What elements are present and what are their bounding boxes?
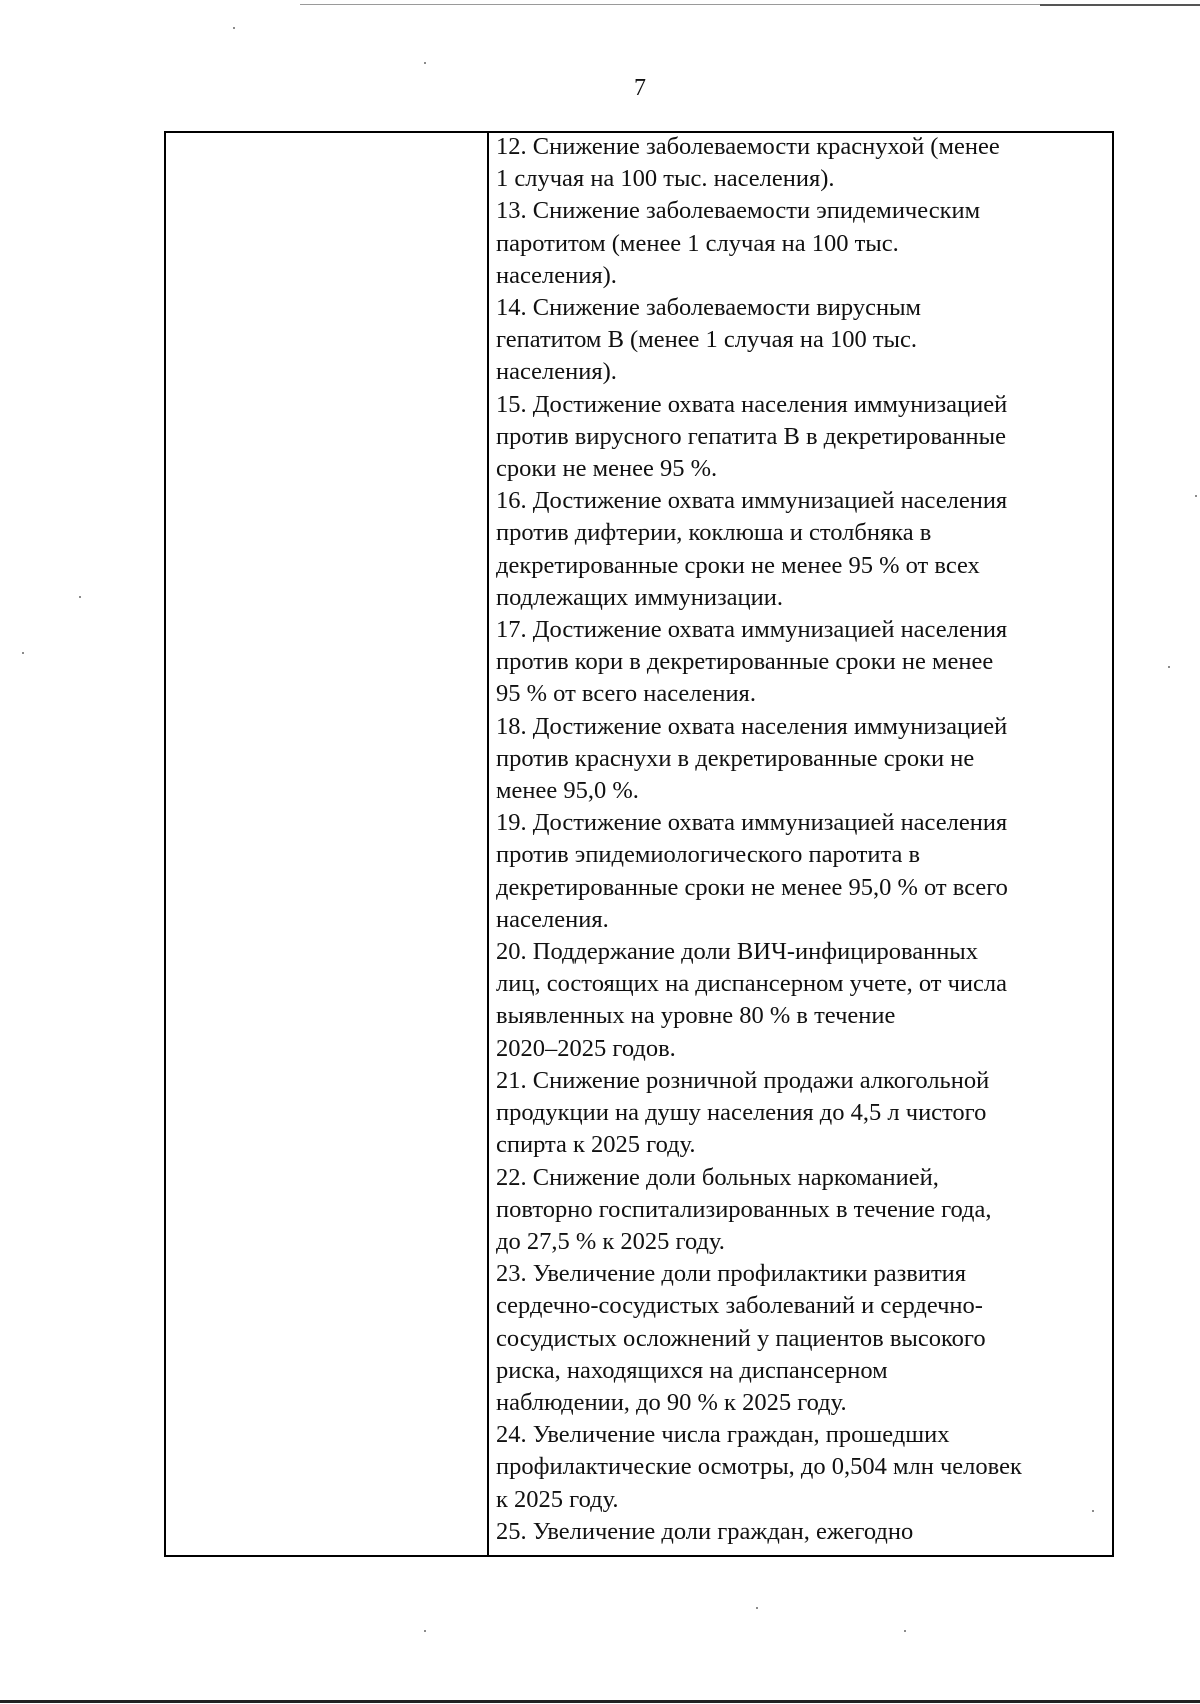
scan-speck <box>424 62 426 64</box>
text-line: 14. Снижение заболеваемости вирусным <box>496 294 922 322</box>
scan-speck <box>1195 495 1197 497</box>
text-line: 18. Достижение охвата населения иммунизацией <box>496 712 1008 740</box>
text-line: против дифтерии, коклюша и столбняка в <box>496 519 932 547</box>
text-line: 25. Увеличение доли граждан, ежегодно <box>496 1517 914 1545</box>
scan-speck <box>79 596 81 598</box>
text-line: повторно госпитализированных в течение года, <box>496 1195 992 1223</box>
text-line: менее 95,0 %. <box>496 777 639 805</box>
text-line: 13. Снижение заболеваемости эпидемическим <box>496 197 981 225</box>
text-line: декретированные сроки не менее 95 % от всех <box>496 551 980 579</box>
scan-speck <box>424 1630 426 1632</box>
text-line: 2020–2025 годов. <box>496 1034 676 1062</box>
text-line: 16. Достижение охвата иммунизацией населения <box>496 487 1008 515</box>
scan-speck <box>233 27 235 29</box>
table-right-cell <box>496 131 1108 1555</box>
scan-speck <box>904 1630 906 1632</box>
text-line: лиц, состоящих на диспансерном учете, от числа <box>496 970 1008 998</box>
text-line: 20. Поддержание доли ВИЧ-инфицированных <box>496 938 979 966</box>
table-column-divider <box>487 131 489 1557</box>
scan-edge-bottom <box>0 1700 1200 1703</box>
text-line: сроки не менее 95 %. <box>496 455 718 483</box>
table-left-cell <box>166 133 486 1555</box>
text-line: подлежащих иммунизации. <box>496 583 783 611</box>
text-line: населения). <box>496 261 617 289</box>
scan-edge-top-dark <box>1040 4 1200 6</box>
text-line: гепатитом В (менее 1 случая на 100 тыс. <box>496 326 918 354</box>
text-line: риска, находящихся на диспансерном <box>496 1356 888 1384</box>
text-line: 23. Увеличение доли профилактики развития <box>496 1260 967 1288</box>
text-line: населения. <box>496 905 609 933</box>
text-line: профилактические осмотры, до 0,504 млн человек <box>496 1453 1022 1481</box>
text-line: против кори в декретированные сроки не менее <box>496 648 994 676</box>
text-line: 22. Снижение доли больных наркоманией, <box>496 1163 939 1191</box>
text-line: паротитом (менее 1 случая на 100 тыс. <box>496 229 899 257</box>
text-line: против эпидемиологического паротита в <box>496 841 921 869</box>
text-line: к 2025 году. <box>496 1485 619 1513</box>
text-line: 21. Снижение розничной продажи алкогольной <box>496 1066 990 1094</box>
text-line: декретированные сроки не менее 95,0 % от всего <box>496 873 1008 901</box>
scan-speck <box>22 652 24 654</box>
text-line: населения). <box>496 358 617 386</box>
text-line: до 27,5 % к 2025 году. <box>496 1227 725 1255</box>
text-line: 95 % от всего населения. <box>496 680 756 708</box>
page-number: 7 <box>634 75 646 101</box>
text-line: 17. Достижение охвата иммунизацией населения <box>496 616 1008 644</box>
text-line: наблюдении, до 90 % к 2025 году. <box>496 1388 847 1416</box>
text-line: сосудистых осложнений у пациентов высокого <box>496 1324 986 1352</box>
text-line: спирта к 2025 году. <box>496 1131 696 1159</box>
text-line: 15. Достижение охвата населения иммунизацией <box>496 390 1008 418</box>
text-line: выявленных на уровне 80 % в течение <box>496 1002 896 1030</box>
text-line: продукции на душу населения до 4,5 л чистого <box>496 1099 987 1127</box>
text-line: 24. Увеличение числа граждан, прошедших <box>496 1421 950 1449</box>
scan-speck <box>1168 666 1170 668</box>
text-line: против краснухи в декретированные сроки не <box>496 744 975 772</box>
scan-speck <box>756 1607 758 1609</box>
text-line: 12. Снижение заболеваемости краснухой (менее <box>496 133 1000 160</box>
text-line: сердечно-сосудистых заболеваний и сердечно- <box>496 1292 983 1320</box>
text-line: против вирусного гепатита В в декретированные <box>496 422 1007 450</box>
text-line: 1 случая на 100 тыс. населения). <box>496 165 835 193</box>
text-line: 19. Достижение охвата иммунизацией населения <box>496 809 1008 837</box>
